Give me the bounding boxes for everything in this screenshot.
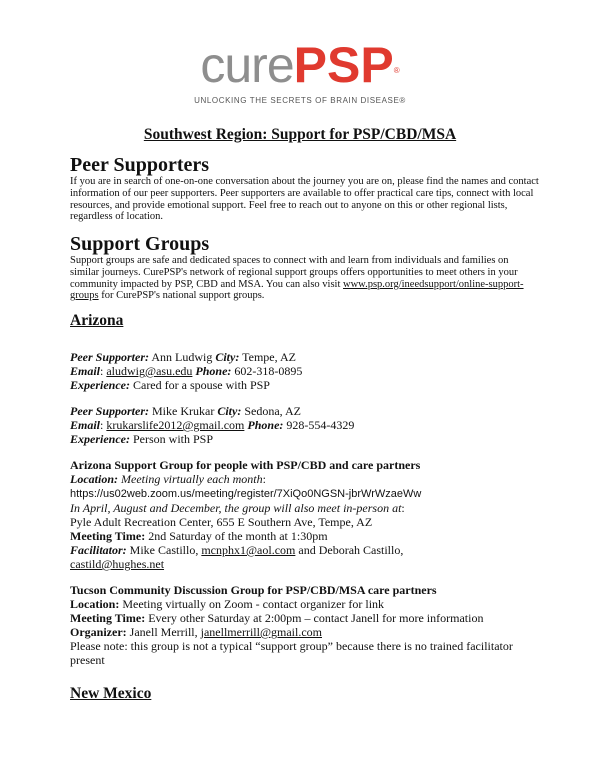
groups-heading: Support Groups <box>70 233 210 255</box>
support-group-card <box>70 458 540 571</box>
supporter-phone: 602-318-0895 <box>231 364 303 378</box>
label-phone: Phone: <box>192 364 232 378</box>
curepsp-logo <box>0 37 600 105</box>
group-title: Tucson Community Discussion Group for PSP/CBD/MSA care partners <box>70 583 437 597</box>
colon: : <box>100 364 107 378</box>
colon: : <box>262 472 266 486</box>
label-supporter: Peer Supporter: <box>70 404 149 418</box>
label-location: Location: <box>70 597 120 611</box>
groups-body-end: for CurePSP's national support groups. <box>98 290 265 302</box>
supporter-city: Tempe, AZ <box>239 350 296 364</box>
groups-section <box>70 233 540 302</box>
label-phone: Phone: <box>244 418 284 432</box>
peer-heading: Peer Supporters <box>70 154 210 176</box>
supporter-experience: Person with PSP <box>129 432 214 446</box>
label-location: Location: <box>70 472 118 486</box>
supporter-email-link[interactable]: aludwig@asu.edu <box>106 364 193 378</box>
group-time: 2nd Saturday of the month at 1:30pm <box>145 529 328 543</box>
logo-wordmark <box>0 37 600 93</box>
supporter-card <box>70 350 540 392</box>
supporter-email-link[interactable]: krukarslife2012@gmail.com <box>106 418 245 432</box>
organizer-name: Janell Merrill, <box>126 625 201 639</box>
group-organizer-line <box>70 625 540 639</box>
group-address: Pyle Adult Recreation Center, 655 E Southern Ave, Tempe, AZ <box>70 515 373 529</box>
group-facilitator-line <box>70 543 540 557</box>
colon: : <box>100 418 107 432</box>
supporter-name-line <box>70 404 540 418</box>
online-groups-link[interactable]: www.psp.org/ineedsupport/online-support-groups <box>70 278 524 302</box>
group-inperson-line <box>70 501 540 515</box>
label-email: Email <box>70 364 101 378</box>
peer-body: If you are in search of one-on-one conversation about the journey you are on, please find the names and contact information of our peer supporters. Peer supporters are available to offer practical care tips, connect with local resources, and provide emotional support. Feel free to reach out to anyone on this or other regional lists, regardless of location. <box>70 176 539 223</box>
groups-body <box>70 255 540 302</box>
logo-tagline: UNLOCKING THE SECRETS OF BRAIN DISEASE® <box>194 96 406 105</box>
group-zoom-line <box>70 486 540 501</box>
label-city: City: <box>215 350 240 364</box>
supporter-contact-line <box>70 418 540 432</box>
label-time: Meeting Time: <box>70 529 146 543</box>
facilitator-name: Mike Castillo, <box>126 543 202 557</box>
arizona-section <box>70 312 540 703</box>
group-location: Meeting virtually each month <box>118 472 263 486</box>
supporter-city: Sedona, AZ <box>241 404 301 418</box>
supporter-experience-line <box>70 378 540 392</box>
organizer-email-link[interactable]: janellmerrill@gmail.com <box>200 625 322 639</box>
group-time: Every other Saturday at 2:00pm – contact Janell for more information <box>145 611 484 625</box>
supporter-contact-line <box>70 364 540 378</box>
label-experience: Experience: <box>70 378 130 392</box>
supporter-name: Mike Krukar <box>149 404 218 418</box>
page-title: Southwest Region: Support for PSP/CBD/MSA <box>143 126 457 143</box>
logo-psp: PSP <box>293 37 394 93</box>
label-organizer: Organizer: <box>70 625 127 639</box>
group-location-line <box>70 472 540 486</box>
facilitator-name: and Deborah Castillo, <box>295 543 404 557</box>
supporter-experience: Cared for a spouse with PSP <box>129 378 270 392</box>
group-note: Please note: this group is not a typical “support group” because there is no trained facilitator present <box>70 639 513 667</box>
support-group-card <box>70 583 540 667</box>
group-location-line <box>70 597 540 611</box>
group-location: Meeting virtually on Zoom - contact organizer for link <box>119 597 385 611</box>
logo-registered: ® <box>393 66 400 75</box>
arizona-heading: Arizona <box>70 312 124 329</box>
group-title: Arizona Support Group for people with PSP/CBD and care partners <box>70 458 421 472</box>
new-mexico-heading: New Mexico <box>70 685 152 702</box>
facilitator-email-link[interactable]: mcnphx1@aol.com <box>201 543 296 557</box>
label-facilitator: Facilitator: <box>70 543 127 557</box>
group-facilitator-line2 <box>70 557 540 571</box>
label-time: Meeting Time: <box>70 611 146 625</box>
label-email: Email <box>70 418 101 432</box>
facilitator-email-link[interactable]: castild@hughes.net <box>70 557 165 571</box>
label-supporter: Peer Supporter: <box>70 350 149 364</box>
group-time-line <box>70 529 540 543</box>
zoom-link[interactable]: https://us02web.zoom.us/meeting/register/7XiQo0NGSN-jbrWrWzaeWw <box>70 488 422 500</box>
label-city: City: <box>217 404 242 418</box>
supporter-name-line <box>70 350 540 364</box>
group-time-line <box>70 611 540 625</box>
inperson-note: In April, August and December, the group will also meet in-person at <box>70 501 402 515</box>
logo-cure: cure <box>200 37 294 93</box>
supporter-phone: 928-554-4329 <box>283 418 355 432</box>
supporter-experience-line <box>70 432 540 446</box>
peer-section <box>70 154 540 223</box>
groups-body-text: Support groups are safe and dedicated spaces to connect with and learn from individuals and families on similar journeys. CurePSP's network of regional support groups offers opportunities to meet others in your community impacted by PSP, CBD and MSA. You can also visit <box>70 255 518 290</box>
supporter-card <box>70 404 540 446</box>
supporter-name: Ann Ludwig <box>149 350 216 364</box>
colon: : <box>401 501 405 515</box>
label-experience: Experience: <box>70 432 130 446</box>
